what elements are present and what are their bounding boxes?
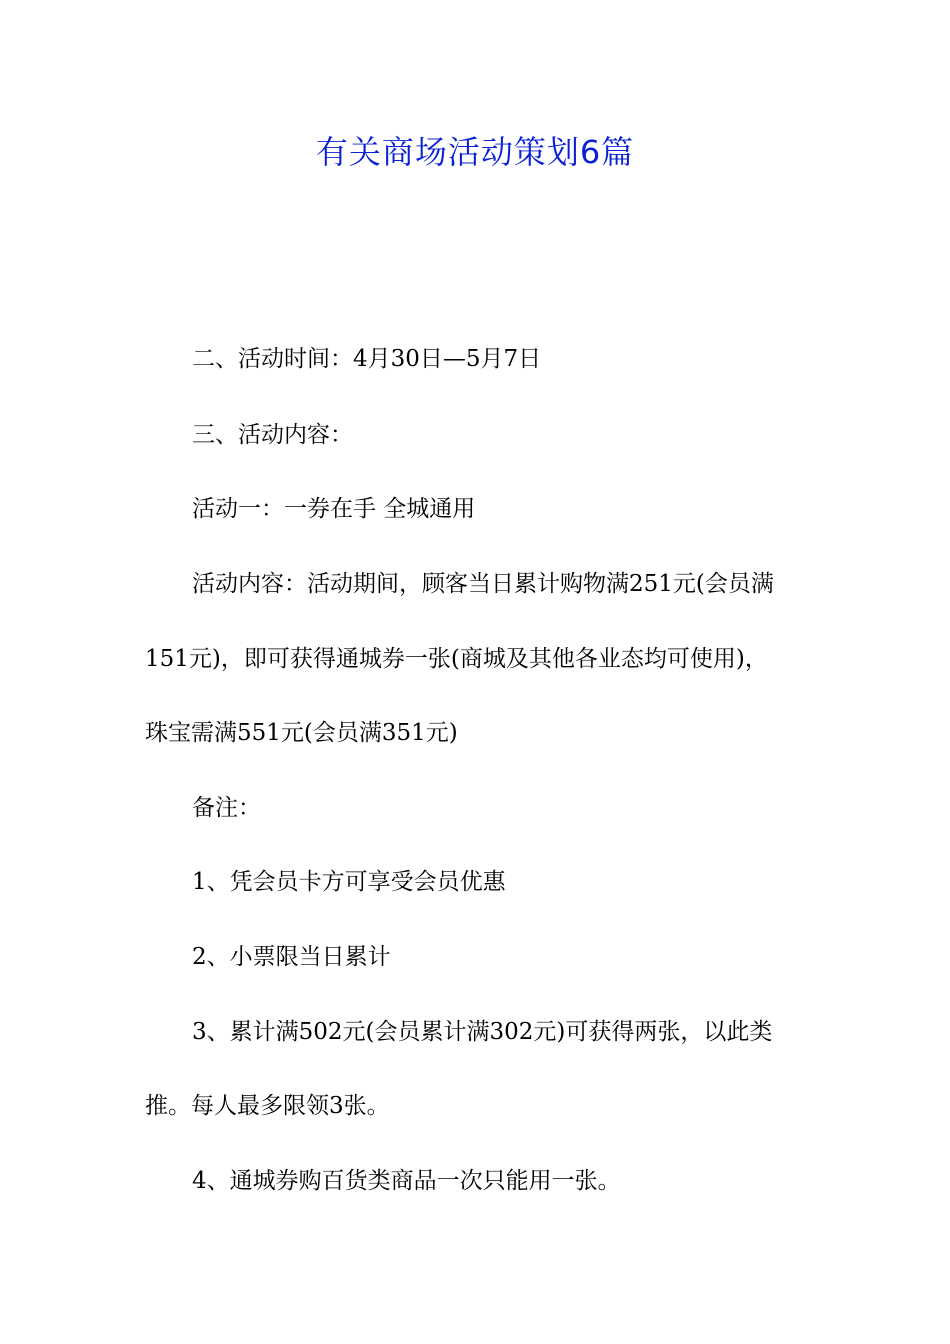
note-item-3-line-2: 推。每人最多限领3张。: [145, 1093, 390, 1119]
activity-description-line-3: 珠宝需满551元(会员满351元): [145, 720, 458, 746]
activity-time-line: 二、活动时间：4月30日—5月7日: [192, 346, 542, 372]
activity-content-heading: 三、活动内容：: [192, 422, 353, 448]
notes-heading: 备注：: [192, 795, 261, 821]
note-item-4: 4、通城券购百货类商品一次只能用一张。: [192, 1168, 621, 1194]
note-item-1: 1、凭会员卡方可享受会员优惠: [192, 869, 506, 895]
note-item-2: 2、小票限当日累计: [192, 944, 391, 970]
activity-one-heading: 活动一：一券在手 全城通用: [192, 496, 476, 522]
note-item-3-line-1: 3、累计满502元(会员累计满302元)可获得两张，以此类: [192, 1019, 773, 1045]
document-title: 有关商场活动策划6篇: [315, 133, 635, 171]
activity-description-line-2: 151元)，即可获得通城券一张(商城及其他各业态均可使用)，: [145, 646, 768, 672]
activity-description-line-1: 活动内容：活动期间，顾客当日累计购物满251元(会员满: [192, 571, 774, 597]
